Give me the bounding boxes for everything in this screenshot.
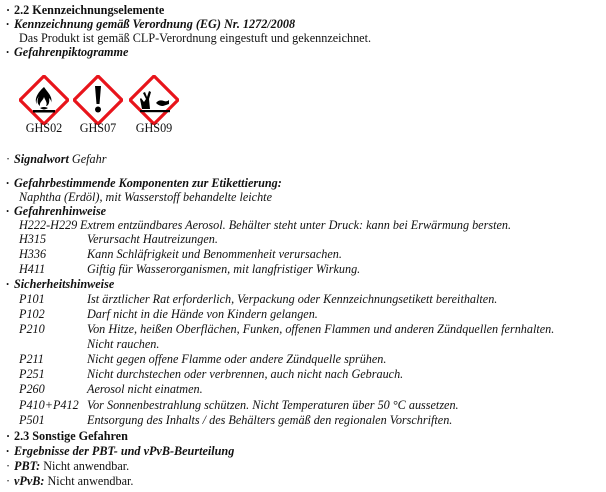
p-text: Von Hitze, heißen Oberflächen, Funken, offenen Flammen und anderen Zündquellen fernhalten. xyxy=(87,322,555,336)
pictograms-heading: · Gefahrenpiktogramme xyxy=(6,45,129,59)
h-code: H222-H229 xyxy=(19,218,78,232)
components-heading: · Gefahrbestimmende Komponenten zur Etikettierung: xyxy=(6,176,282,190)
p-text: Aerosol nicht einatmen. xyxy=(87,382,203,396)
h-text: Extrem entzündbares Aerosol. Behälter steht unter Druck: kann bei Erwärmung bersten. xyxy=(80,218,512,232)
vpvb-result: · vPvB: Nicht anwendbar. xyxy=(6,474,134,488)
p-code: P410+P412 xyxy=(19,398,79,412)
signal-word: · Signalwort Gefahr xyxy=(6,152,107,166)
p-text: Ist ärztlicher Rat erforderlich, Verpackung oder Kennzeichnungsetikett bereithalten. xyxy=(87,292,498,306)
p-code: P102 xyxy=(19,307,45,321)
p-code: P210 xyxy=(19,322,45,336)
pictogram-label-ghs07: GHS07 xyxy=(79,121,117,135)
precautionary-statements-heading: · Sicherheitshinweise xyxy=(6,277,115,291)
h-text: Verursacht Hautreizungen. xyxy=(87,232,218,246)
h-code: H411 xyxy=(19,262,46,276)
classification-note: Das Produkt ist gemäß CLP-Verordnung eingestuft und gekennzeichnet. xyxy=(19,31,372,45)
h-text: Giftig für Wasserorganismen, mit langfristiger Wirkung. xyxy=(87,262,361,276)
p-text: Vor Sonnenbestrahlung schützen. Nicht Temperaturen über 50 °C aussetzen. xyxy=(87,398,459,412)
p-text: Nicht durchstechen oder verbrennen, auch nicht nach Gebrauch. xyxy=(87,367,404,381)
components-value: Naphtha (Erdöl), mit Wasserstoff behandelte leichte xyxy=(19,190,272,204)
h-text: Kann Schläfrigkeit und Benommenheit verursachen. xyxy=(87,247,342,261)
p-text: Darf nicht in die Hände von Kindern gelangen. xyxy=(87,307,318,321)
p-text: Nicht gegen offene Flamme oder andere Zündquelle sprühen. xyxy=(87,352,387,366)
p-code: P101 xyxy=(19,292,45,306)
p-code: P501 xyxy=(19,413,45,427)
hazard-statements-heading: · Gefahrenhinweise xyxy=(6,204,107,218)
p-code: P211 xyxy=(19,352,44,366)
exclamation-mark-icon xyxy=(73,75,123,125)
h-code: H315 xyxy=(19,232,47,246)
pictogram-label-ghs09: GHS09 xyxy=(135,121,173,135)
p-text-continued: Nicht rauchen. xyxy=(87,337,160,351)
pictogram-label-ghs02: GHS02 xyxy=(25,121,63,135)
flame-icon xyxy=(19,75,69,125)
p-code: P260 xyxy=(19,382,45,396)
h-code: H336 xyxy=(19,247,47,261)
p-code: P251 xyxy=(19,367,45,381)
regulation-heading: · Kennzeichnung gemäß Verordnung (EG) Nr. 1272/2008 xyxy=(6,17,296,31)
pbt-assessment-heading: · Ergebnisse der PBT- und vPvB-Beurteilung xyxy=(6,444,235,458)
section-heading-2-3: · 2.3 Sonstige Gefahren xyxy=(6,429,128,443)
section-heading-2-2: · 2.2 Kennzeichnungselemente xyxy=(6,3,165,17)
pbt-result: · PBT: Nicht anwendbar. xyxy=(6,459,130,473)
environment-icon xyxy=(129,75,179,125)
p-text: Entsorgung des Inhalts / des Behälters gemäß den regionalen Vorschriften. xyxy=(87,413,453,427)
